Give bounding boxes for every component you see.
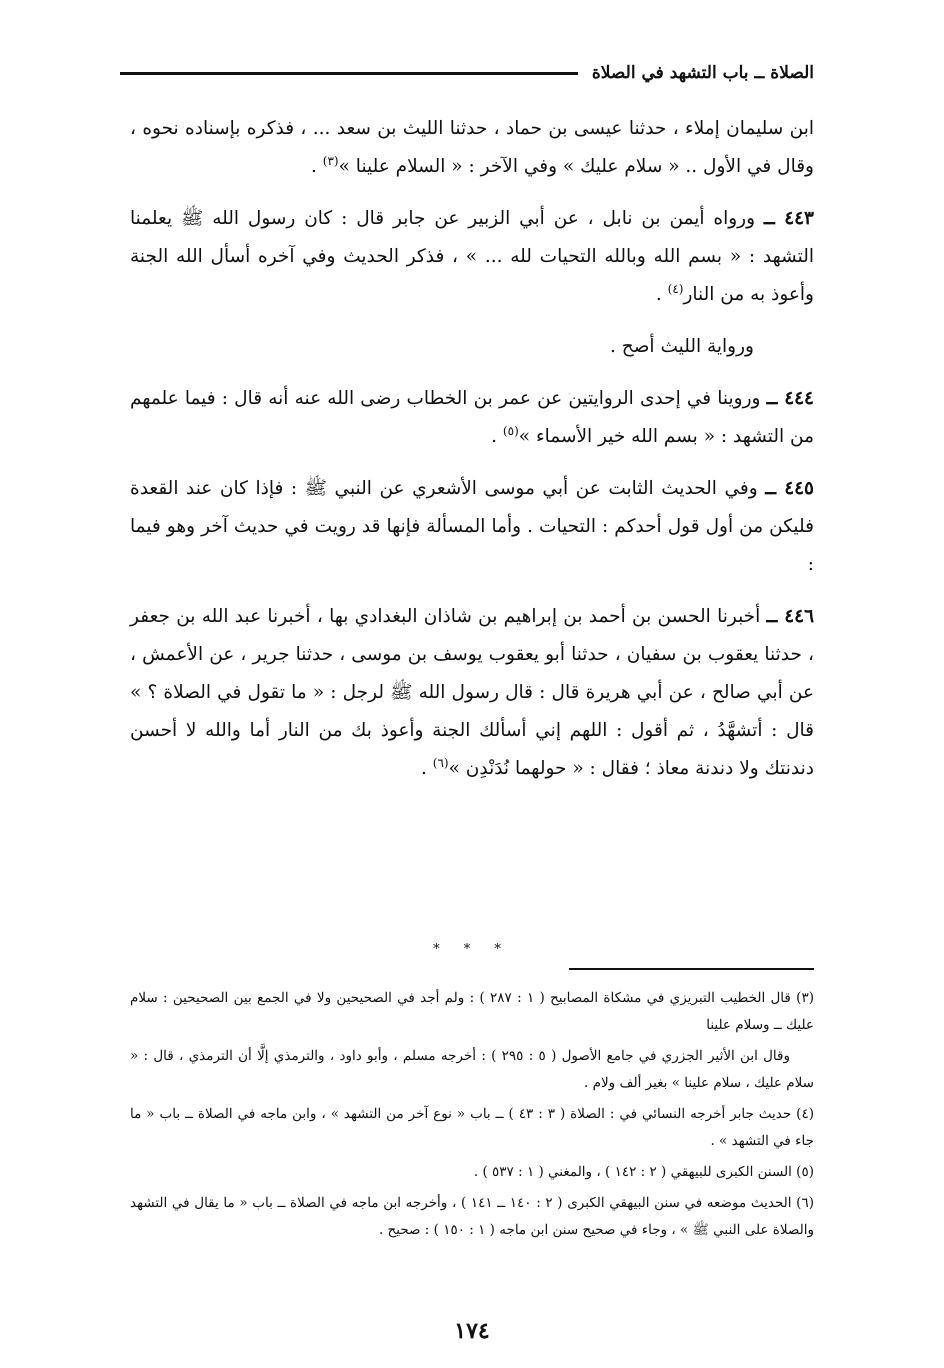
paragraph-text: ورواه أيمن بن نابل ، عن أبي الزبير عن جابر قال : كان رسول الله ﷺ يعلمنا التشهد : « بسم الله وبالله التحيات لله ... » ، فذكر الحديث وفي آخره أسأل الله الجنة وأعوذ به من النار: [130, 208, 814, 305]
paragraph-number: ٤٤٣ ــ: [763, 208, 814, 229]
paragraph-continuation: [130, 110, 814, 186]
paragraph-446: [130, 598, 814, 788]
paragraph-number: ٤٤٥ ــ: [765, 478, 814, 499]
paragraph-text: ابن سليمان إملاء ، حدثنا عيسى بن حماد ، حدثنا الليث بن سعد ... ، فذكره بإسناده نحوه ، وقال في الأول .. « سلام عليك » وفي الآخر : « السلام علينا »: [130, 118, 814, 177]
paragraph-444: [130, 380, 814, 456]
footnote-3: (٣) قال الخطيب التبريزي في مشكاة المصابيح ( ١ : ٢٨٧ ) : ولم أجد في الصحيحين ولا في الجمع بين الصحيحين : سلام عليك ــ وسلام علينا: [130, 990, 814, 1033]
paragraph-note: [130, 328, 814, 366]
footnote-3-continued: وقال ابن الأثير الجزري في جامع الأصول ( ٥ : ٢٩٥ ) : أخرجه مسلم ، وأبو داود ، والترمذي إلَّا أن الترمذي ، قال : « سلام عليك ، سلام علينا » بغير ألف ولام .: [130, 1048, 814, 1091]
paragraph-tail: .: [655, 284, 668, 305]
footnote-ref: (٥): [502, 423, 519, 438]
paragraph-number: ٤٤٦ ــ: [766, 606, 815, 627]
footnote-ref: (٦): [432, 755, 449, 770]
main-text: [130, 110, 814, 802]
footnote-4: (٤) حديث جابر أخرجه النسائي في : الصلاة ( ٣ : ٤٣ ) ــ باب « نوع آخر من التشهد » ، وابن ماجه في الصلاة ــ باب « ما جاء في التشهد » .: [130, 1106, 814, 1149]
paragraph-text: ورواية الليث أصح .: [610, 336, 754, 357]
paragraph-443: [130, 200, 814, 314]
header-title: الصلاة ــ باب التشهد في الصلاة: [591, 63, 814, 83]
paragraph-text: أخبرنا الحسن بن أحمد بن إبراهيم بن شاذان البغدادي بها ، أخبرنا عبد الله بن جعفر ، حدثنا يعقوب بن سفيان ، حدثنا أبو يعقوب يوسف بن موسى ، حدثنا جرير ، عن الأعمش ، عن أبي صالح ، عن أبي هريرة قال : قال رسول الله ﷺ لرجل : « ما تقول في الصلاة ؟ » قال : أتشهَّدُ ، ثم أقول : اللهم إني أسألك الجنة وأعوذ بك من النار أما والله لا أحسن دندنتك ولا دندنة معاذ ؛ فقال : « حولهما نُدَنْدِن »: [130, 606, 814, 779]
paragraph-number: ٤٤٤ ــ: [766, 388, 814, 409]
section-separator: * * *: [433, 942, 511, 957]
paragraph-tail: .: [491, 426, 503, 447]
paragraph-tail: .: [420, 758, 433, 779]
footnote-5: (٥) السنن الكبرى للبيهقي ( ٢ : ١٤٢ ) ، والمغني ( ١ : ٥٣٧ ) .: [473, 1164, 814, 1180]
paragraph-text: وفي الحديث الثابت عن أبي موسى الأشعري عن النبي ﷺ : فإذا كان عند القعدة فليكن من أول قول أحدكم : التحيات . وأما المسألة فإنها قد رويت في حديث آخر وهو فيما :: [130, 478, 814, 575]
paragraph-tail: .: [311, 156, 323, 177]
footnote-ref: (٣): [322, 153, 339, 168]
running-header: [120, 58, 814, 88]
page-number: ١٧٤: [454, 1318, 490, 1344]
footnote-rule: [569, 968, 814, 970]
footnote-6: (٦) الحديث موضعه في سنن البيهقي الكبرى ( ٢ : ١٤٠ ــ ١٤١ ) ، وأخرجه ابن ماجه في الصلاة ــ باب « ما يقال في التشهد والصلاة على النبي ﷺ » ، وجاء في صحيح سنن ابن ماجه ( ١ : ١٥٠ ) : صحيح .: [130, 1195, 814, 1238]
footnotes: [130, 985, 814, 1248]
header-rule: [120, 72, 578, 75]
paragraph-445: [130, 470, 814, 584]
footnote-ref: (٤): [667, 281, 684, 296]
paragraph-text: وروينا في إحدى الروايتين عن عمر بن الخطاب رضى الله عنه أنه قال : فيما علمهم من التشهد : « بسم الله خير الأسماء »: [130, 388, 814, 447]
